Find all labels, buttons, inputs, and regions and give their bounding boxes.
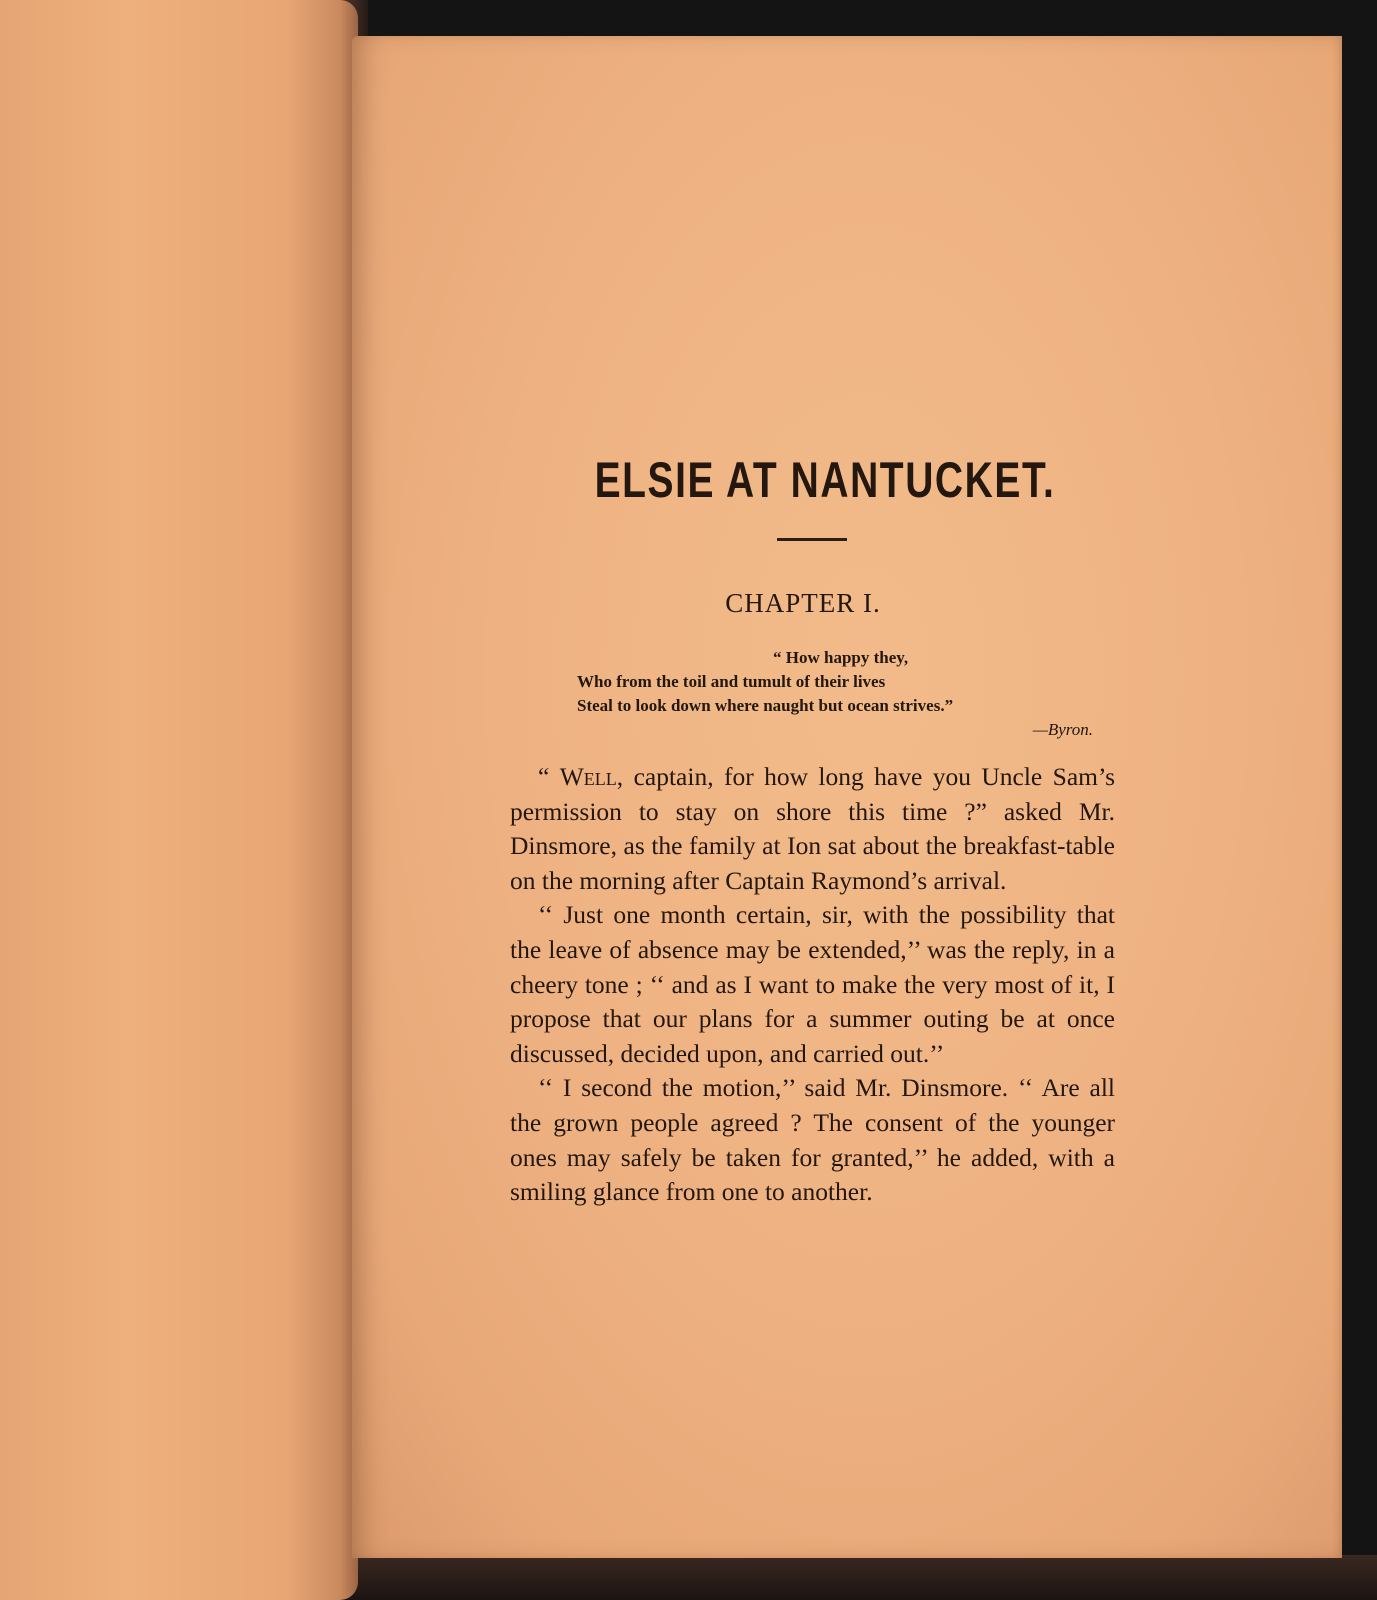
epigraph — [577, 646, 1097, 742]
paragraph-text: ‘‘ Just one month certain, sir, with the possibility that the leave of absence may be extended,’’ was the reply, in a cheery tone ; ‘‘ and as I want to make the very most of it, I propose that our plans for a summer outing be at once discussed, decided upon, and carried out.’’ — [510, 900, 1115, 1068]
paragraph — [510, 1071, 1115, 1209]
epigraph-line: Steal to look down where naught but ocean strives.” — [577, 696, 954, 715]
paragraph-text: ‘‘ I second the motion,’’ said Mr. Dinsmore. ‘‘ Are all the grown people agreed ? The consent of the younger ones may safely be taken for granted,’’ he added, with a smiling glance from one to another. — [510, 1073, 1115, 1207]
title-rule — [777, 538, 847, 541]
paragraph — [510, 760, 1115, 898]
epigraph-attribution: —Byron. — [1032, 720, 1093, 739]
chapter-heading: CHAPTER I. — [725, 588, 881, 618]
left-page — [0, 0, 358, 1600]
body-text — [510, 760, 1115, 1210]
paragraph-lead-word: Well — [559, 762, 617, 791]
paragraph — [510, 898, 1115, 1071]
epigraph-line: Who from the toil and tumult of their lives — [577, 672, 886, 691]
book-cover-bottom — [330, 1555, 1377, 1600]
epigraph-line: “ How happy they, — [773, 648, 909, 667]
paragraph-open-quote: “ — [538, 762, 560, 791]
paragraph-text: , captain, for how long have you Uncle Sam’s permission to stay on shore this time ?” asked Mr. Dinsmore, as the family at Ion sat about the breakfast-table on the morning after Captain Raymond’s arrival. — [510, 762, 1115, 895]
book-title: ELSIE AT NANTUCKET. — [594, 452, 1056, 508]
